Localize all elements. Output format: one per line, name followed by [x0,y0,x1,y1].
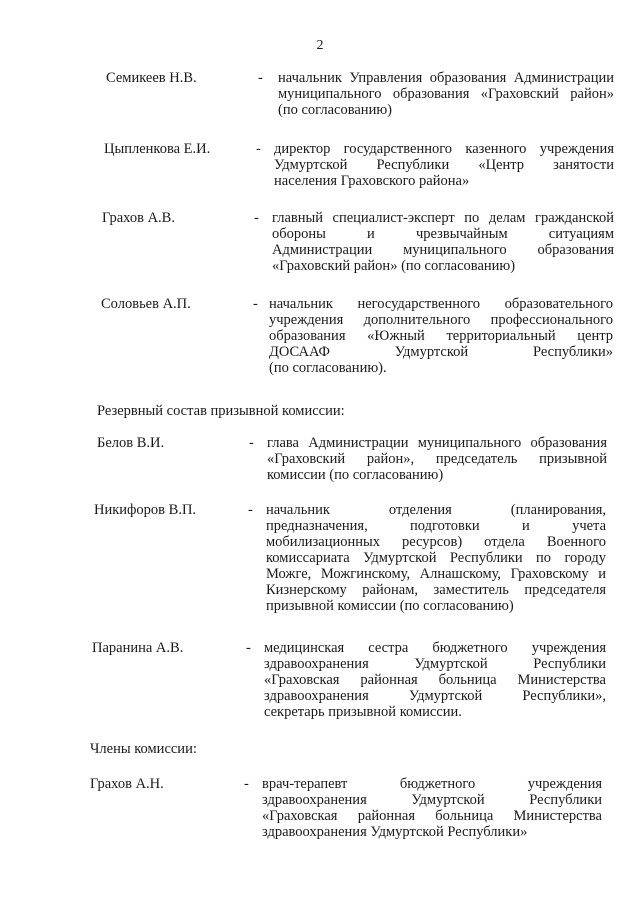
description-line: «Граховская районная больница Министерства [262,808,602,824]
member-description [274,141,614,189]
member-name: Никифоров В.П. [94,502,197,518]
dash: - [256,141,261,157]
reserve-heading: Резервный состав призывной комиссии: [97,403,345,419]
description-line: муниципального образования «Граховский район» [278,86,614,102]
member-description [262,776,602,840]
description-line: Кизнерскому районам, заместитель председателя [266,582,606,598]
member-name: Соловьев А.П. [101,296,191,312]
description-line: здравоохранения Удмуртской Республики [264,656,606,672]
members-heading: Члены комиссии: [90,741,197,757]
member-description [267,435,607,483]
description-line: глава Администрации муниципального образования [267,435,607,451]
description-line: предназначения, подготовки и учета [266,518,606,534]
member-name: Грахов А.В. [102,210,175,226]
member-description [269,296,613,376]
dash: - [248,502,253,518]
description-line: Администрации муниципального образования [272,242,614,258]
member-description [266,502,606,614]
dash: - [254,210,259,226]
description-line: начальник негосударственного образовательного [269,296,613,312]
member-description [264,640,606,720]
description-line: (по согласованию). [269,360,387,376]
description-line: Удмуртской Республики «Центр занятости [274,157,614,173]
description-line: мобилизационных ресурсов) отдела Военного [266,534,606,550]
description-line: «Граховская районная больница Министерства [264,672,606,688]
description-line: ДОСААФ Удмуртской Республики» [269,344,613,360]
description-line: комиссариата Удмуртской Республики по городу [266,550,606,566]
description-line: секретарь призывной комиссии. [264,704,462,720]
description-line: здравоохранения Удмуртской Республики [262,792,602,808]
member-description [278,70,614,118]
description-line: здравоохранения Удмуртской Республики» [262,824,528,840]
description-line: врач-терапевт бюджетного учреждения [262,776,602,792]
description-line: «Граховский район», председатель призывной [267,451,607,467]
dash: - [258,70,263,86]
dash: - [246,640,251,656]
description-line: медицинская сестра бюджетного учреждения [264,640,606,656]
member-name: Цыпленкова Е.И. [104,141,211,157]
description-line: комиссии (по согласованию) [267,467,444,483]
description-line: Можге, Можгинскому, Алнашскому, Граховскому и [266,566,606,582]
description-line: начальник Управления образования Администрации [278,70,614,86]
description-line: начальник отделения (планирования, [266,502,606,518]
description-line: главный специалист-эксперт по делам гражданской [272,210,614,226]
dash: - [249,435,254,451]
description-line: директор государственного казенного учреждения [274,141,614,157]
dash: - [253,296,258,312]
description-line: «Граховский район» (по согласованию) [272,258,516,274]
member-name: Паранина А.В. [92,640,184,656]
description-line: населения Граховского района» [274,173,470,189]
member-name: Семикеев Н.В. [106,70,197,86]
dash: - [244,776,249,792]
member-name: Грахов А.Н. [90,776,164,792]
description-line: образования «Южный территориальный центр [269,328,613,344]
page-number: 2 [316,38,324,53]
description-line: учреждения дополнительного профессионального [269,312,613,328]
description-line: здравоохранения Удмуртской Республики», [264,688,606,704]
description-line: призывной комиссии (по согласованию) [266,598,514,614]
description-line: обороны и чрезвычайным ситуациям [272,226,614,242]
description-line: (по согласованию) [278,102,392,118]
member-description [272,210,614,274]
member-name: Белов В.И. [97,435,165,451]
